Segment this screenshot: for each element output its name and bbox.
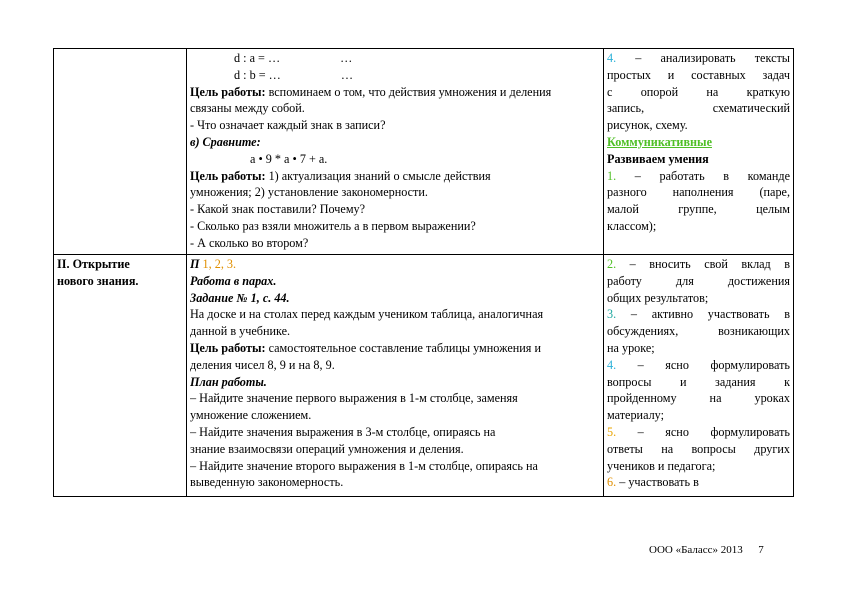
uud-line: общих результатов; [607,290,709,305]
stage-title: нового знания. [57,273,139,288]
uud-item: 4. – анализировать тексты [607,51,790,65]
compare-expression: a • 9 * a • 7 + a. [250,151,328,166]
lesson-plan-table [53,48,794,497]
uud-line: простых и составных задач [607,67,790,82]
task-heading: в) Сравните: [190,134,261,149]
goal-line: Цель работы: 1) актуализация знаний о смысле действия [190,168,491,183]
plan-step: – Найдите значения выражения в 3-м столбце, опираясь на [190,424,496,439]
task-heading: Задание № 1, с. 44. [190,290,290,305]
uud-line: малой группе, целым [607,202,790,217]
goal-line: деления чисел 8, 9 и на 8, 9. [190,357,335,372]
table-row [54,49,794,255]
uud-line: с опорой на краткую [607,84,790,99]
footer-company: ООО «Баласс» 2013 [649,544,743,556]
goal-line: Цель работы: вспоминаем о том, что действия умножения и деления [190,84,552,99]
uud-item: 1. – работать в команде [607,168,790,183]
stage-cell [54,255,187,497]
uud-item: 3. – активно участвовать в [607,307,790,322]
goal-line: связаны между собой. [190,101,305,116]
equation-line: d : b = … … [234,67,354,82]
question-line: - Какой знак поставили? Почему? [190,202,366,217]
uud-item: 2. – вносить свой вклад в [607,257,790,271]
uud-cell [604,255,794,497]
uud-line: ответы на вопросы других [607,441,790,456]
uud-line: на уроке; [607,340,655,355]
page-number: 7 [758,544,764,556]
text-line: данной в учебнике. [190,324,291,339]
uud-line: пройденному на уроках [607,391,790,406]
goal-line: умножения; 2) установление закономерности. [190,185,428,200]
question-line: - А сколько во втором? [190,235,309,250]
uud-line: материалу; [607,408,664,423]
plan-heading: План работы. [190,374,267,389]
stage-title: II. Открытие [57,257,130,271]
plan-step: выведенную закономерность. [190,475,344,490]
uud-cell [604,49,794,255]
uud-line: разного наполнения (паре, [607,185,790,200]
plan-step: умножение сложением. [190,408,312,423]
uud-line: классом); [607,218,657,233]
uud-line: рисунок, схему. [607,118,688,133]
question-line: - Сколько раз взяли множитель а в первом выражении? [190,218,476,233]
content-cell [187,49,604,255]
plan-step: – Найдите значение первого выражения в 1-м столбце, заменяя [190,391,518,406]
question-line: - Что означает каждый знак в записи? [190,118,386,133]
plan-step: – Найдите значение второго выражения в 1-м столбце, опираясь на [190,458,538,473]
goal-line: Цель работы: самостоятельное составление таблицы умножения и [190,340,541,355]
work-form: Работа в парах. [190,273,277,288]
uud-line: запись, схематический [607,101,790,116]
plan-step: знание взаимосвязи операций умножения и деления. [190,441,464,456]
uud-line: вопросы и задания к [607,374,790,389]
subheading: Развиваем умения [607,151,709,166]
uud-line: учеников и педагога; [607,458,716,473]
equation-line: d : a = … … [234,51,353,65]
uud-item: 4. – ясно формулировать [607,357,790,372]
content-cell [187,255,604,497]
uud-item: 5. – ясно формулировать [607,424,790,439]
uud-item: 6. – участвовать в [607,475,699,490]
uud-line: обсуждениях, возникающих [607,324,790,339]
section-heading: Коммуникативные [607,134,712,149]
page-footer [649,544,764,556]
table-row [54,255,794,497]
uud-line: работу для достижения [607,273,790,288]
stage-cell [54,49,187,255]
text-line: На доске и на столах перед каждым учеником таблица, аналогичная [190,307,544,322]
uud-reference: П 1, 2, 3. [190,257,237,271]
